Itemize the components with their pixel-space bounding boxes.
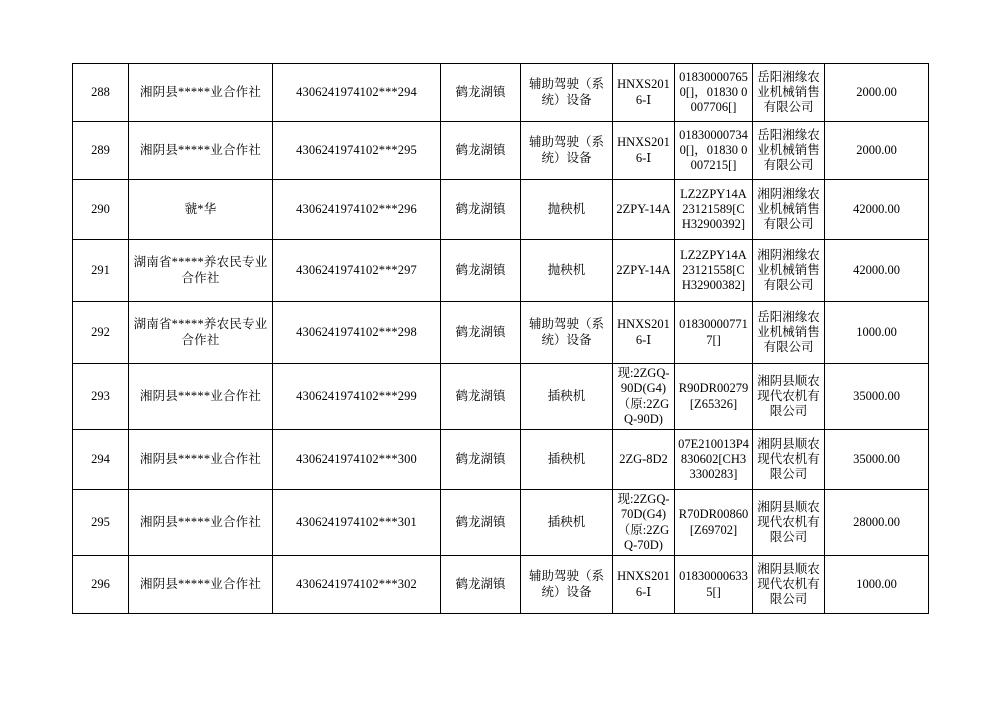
cell-machine-model: 2ZG-8D2 bbox=[613, 430, 675, 490]
cell-machine-model: HNXS2016-Ⅰ bbox=[613, 64, 675, 122]
cell-sequence: 289 bbox=[73, 122, 129, 180]
cell-id-number: 4306241974102***296 bbox=[273, 180, 441, 240]
cell-machine-code: 018300007650[]，01830 0007706[] bbox=[675, 64, 753, 122]
cell-id-number: 4306241974102***300 bbox=[273, 430, 441, 490]
subsidy-table-container bbox=[72, 63, 928, 614]
cell-machine-model: 现:2ZGQ-70D(G4)（原:2ZGQ-70D) bbox=[613, 490, 675, 556]
cell-seller: 岳阳湘缘农业机械销售有限公司 bbox=[753, 64, 825, 122]
cell-name: 虢*华 bbox=[129, 180, 273, 240]
cell-amount: 35000.00 bbox=[825, 364, 929, 430]
cell-amount: 2000.00 bbox=[825, 122, 929, 180]
cell-town: 鹤龙湖镇 bbox=[441, 430, 521, 490]
cell-machine-kind: 抛秧机 bbox=[521, 240, 613, 302]
cell-machine-model: HNXS2016-Ⅰ bbox=[613, 556, 675, 614]
table-row bbox=[73, 240, 929, 302]
cell-amount: 35000.00 bbox=[825, 430, 929, 490]
cell-sequence: 290 bbox=[73, 180, 129, 240]
cell-seller: 湘阴湘缘农业机械销售有限公司 bbox=[753, 240, 825, 302]
cell-machine-code: R90DR00279[Z65326] bbox=[675, 364, 753, 430]
cell-machine-kind: 插秧机 bbox=[521, 430, 613, 490]
cell-machine-model: 2ZPY-14A bbox=[613, 180, 675, 240]
cell-machine-code: 018300007340[]，01830 0007215[] bbox=[675, 122, 753, 180]
cell-town: 鹤龙湖镇 bbox=[441, 64, 521, 122]
cell-name: 湘阴县*****业合作社 bbox=[129, 556, 273, 614]
cell-sequence: 293 bbox=[73, 364, 129, 430]
cell-name: 湘阴县*****业合作社 bbox=[129, 64, 273, 122]
cell-machine-code: 07E210013P4830602[CH33300283] bbox=[675, 430, 753, 490]
cell-seller: 岳阳湘缘农业机械销售有限公司 bbox=[753, 122, 825, 180]
cell-id-number: 4306241974102***302 bbox=[273, 556, 441, 614]
table-row bbox=[73, 302, 929, 364]
cell-town: 鹤龙湖镇 bbox=[441, 180, 521, 240]
cell-seller: 湘阴县顺农现代农机有限公司 bbox=[753, 490, 825, 556]
table-row bbox=[73, 122, 929, 180]
cell-sequence: 288 bbox=[73, 64, 129, 122]
cell-machine-code: LZ2ZPY14A23121558[CH32900382] bbox=[675, 240, 753, 302]
cell-amount: 42000.00 bbox=[825, 180, 929, 240]
cell-machine-code: 018300007717[] bbox=[675, 302, 753, 364]
cell-id-number: 4306241974102***297 bbox=[273, 240, 441, 302]
cell-amount: 1000.00 bbox=[825, 302, 929, 364]
cell-machine-kind: 辅助驾驶（系统）设备 bbox=[521, 302, 613, 364]
cell-seller: 湘阴湘缘农业机械销售有限公司 bbox=[753, 180, 825, 240]
cell-name: 湘阴县*****业合作社 bbox=[129, 122, 273, 180]
cell-machine-code: LZ2ZPY14A23121589[CH32900392] bbox=[675, 180, 753, 240]
table-row bbox=[73, 64, 929, 122]
cell-machine-kind: 插秧机 bbox=[521, 364, 613, 430]
cell-name: 湖南省*****养农民专业合作社 bbox=[129, 240, 273, 302]
cell-machine-code: 018300006335[] bbox=[675, 556, 753, 614]
subsidy-table bbox=[72, 63, 929, 614]
cell-id-number: 4306241974102***299 bbox=[273, 364, 441, 430]
cell-town: 鹤龙湖镇 bbox=[441, 556, 521, 614]
cell-name: 湘阴县*****业合作社 bbox=[129, 430, 273, 490]
cell-seller: 岳阳湘缘农业机械销售有限公司 bbox=[753, 302, 825, 364]
table-row bbox=[73, 180, 929, 240]
table-row bbox=[73, 556, 929, 614]
cell-seller: 湘阴县顺农现代农机有限公司 bbox=[753, 556, 825, 614]
cell-seller: 湘阴县顺农现代农机有限公司 bbox=[753, 430, 825, 490]
cell-machine-model: HNXS2016-Ⅰ bbox=[613, 302, 675, 364]
cell-town: 鹤龙湖镇 bbox=[441, 490, 521, 556]
cell-sequence: 296 bbox=[73, 556, 129, 614]
table-row bbox=[73, 364, 929, 430]
cell-id-number: 4306241974102***294 bbox=[273, 64, 441, 122]
cell-sequence: 294 bbox=[73, 430, 129, 490]
cell-town: 鹤龙湖镇 bbox=[441, 122, 521, 180]
cell-town: 鹤龙湖镇 bbox=[441, 302, 521, 364]
cell-name: 湘阴县*****业合作社 bbox=[129, 490, 273, 556]
cell-town: 鹤龙湖镇 bbox=[441, 240, 521, 302]
cell-id-number: 4306241974102***295 bbox=[273, 122, 441, 180]
cell-amount: 2000.00 bbox=[825, 64, 929, 122]
table-row bbox=[73, 430, 929, 490]
cell-town: 鹤龙湖镇 bbox=[441, 364, 521, 430]
cell-amount: 28000.00 bbox=[825, 490, 929, 556]
cell-machine-kind: 抛秧机 bbox=[521, 180, 613, 240]
cell-sequence: 292 bbox=[73, 302, 129, 364]
cell-machine-kind: 辅助驾驶（系统）设备 bbox=[521, 64, 613, 122]
cell-id-number: 4306241974102***298 bbox=[273, 302, 441, 364]
cell-sequence: 291 bbox=[73, 240, 129, 302]
cell-machine-kind: 插秧机 bbox=[521, 490, 613, 556]
cell-machine-model: 2ZPY-14A bbox=[613, 240, 675, 302]
cell-sequence: 295 bbox=[73, 490, 129, 556]
cell-machine-model: HNXS2016-Ⅰ bbox=[613, 122, 675, 180]
cell-amount: 1000.00 bbox=[825, 556, 929, 614]
cell-name: 湘阴县*****业合作社 bbox=[129, 364, 273, 430]
cell-machine-model: 现:2ZGQ-90D(G4)（原:2ZGQ-90D) bbox=[613, 364, 675, 430]
cell-seller: 湘阴县顺农现代农机有限公司 bbox=[753, 364, 825, 430]
table-row bbox=[73, 490, 929, 556]
cell-name: 湖南省*****养农民专业合作社 bbox=[129, 302, 273, 364]
cell-id-number: 4306241974102***301 bbox=[273, 490, 441, 556]
cell-machine-code: R70DR00860[Z69702] bbox=[675, 490, 753, 556]
cell-machine-kind: 辅助驾驶（系统）设备 bbox=[521, 122, 613, 180]
cell-machine-kind: 辅助驾驶（系统）设备 bbox=[521, 556, 613, 614]
cell-amount: 42000.00 bbox=[825, 240, 929, 302]
